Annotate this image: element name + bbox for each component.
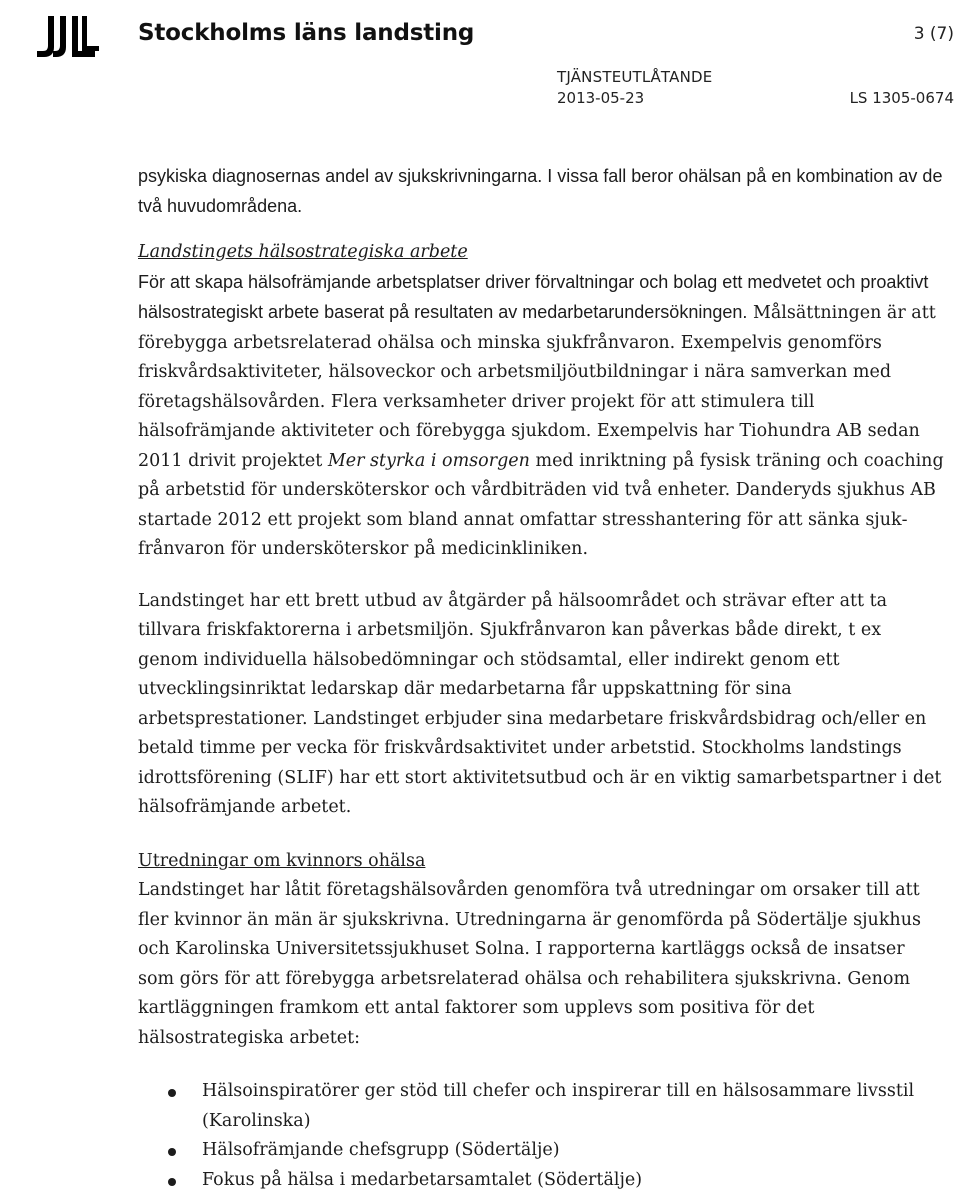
section-heading-health-strategy: Landstingets hälsostrategiska arbete xyxy=(138,238,946,268)
paragraph-intro: psykiska diagnosernas andel av sjukskrivningarna. I vissa fall beror ohälsan på en kombination av de två huvudområdena. xyxy=(138,162,946,221)
list-item xyxy=(138,1136,946,1166)
document-body xyxy=(138,162,946,1195)
document-header xyxy=(0,0,960,120)
bullet-icon xyxy=(168,1148,176,1156)
list-item-text: Hälsoinspiratörer ger stöd till chefer och inspirerar till en hälsosammare livsstil (Karolinska) xyxy=(202,1081,914,1131)
list-item xyxy=(138,1077,946,1136)
document-type: TJÄNSTEUTLÅTANDE xyxy=(557,68,712,86)
paragraph-health-strategy-intro: För att skapa hälsofrämjande arbetsplatser driver förvaltningar och bolag ett medvetet och proaktivt hälsostrategiskt arbete baserat på resultaten av medarbetarundersökningen. xyxy=(138,272,928,323)
paragraph-measures: Landstinget har ett brett utbud av åtgärder på hälsoområdet och strävar efter att ta tillvara friskfaktorerna i arbetsmiljön. Sjukfrånvaron kan påverkas både direkt, t ex genom individuella hälsobedömningar och stödsamtal, eller indirekt genom ett utvecklingsinriktat ledarskap där medarbetarna får uppskattning för sina arbetsprestationer. Landstinget erbjuder sina medarbetare friskvårdsbidrag och/eller en betald timme per vecka för friskvårdsaktivitet under arbetstid. Stockholms landstings idrottsförening (SLIF) har ett stort aktivitetsutbud och är en viktig samarbetspartner i det hälsofrämjande arbetet. xyxy=(138,587,946,823)
list-item-text: Fokus på hälsa i medarbetarsamtalet (Södertälje) xyxy=(202,1170,642,1190)
document-reference: LS 1305-0674 xyxy=(850,89,954,107)
paragraph-health-strategy-text-1: Målsättningen är att förebygga arbetsrelaterad ohälsa och minska sjukfrånvaron. Exempelvis genomförs friskvårdsaktiviteter, hälsoveckor och arbetsmiljöutbildningar i nära samverkan med företagshälsovården. Flera verksamheter driver projekt för att stimulera till hälsofrämjande aktiviteter och förebygga sjukdom. Exempelvis har Tiohundra AB sedan 2011 drivit projektet xyxy=(138,303,936,471)
organization-name: Stockholms läns landsting xyxy=(138,20,474,46)
document-date: 2013-05-23 xyxy=(557,89,644,107)
paragraph-womens-health: Landstinget har låtit företagshälsovården genomföra två utredningar om orsaker till att fler kvinnor än män är sjukskrivna. Utredningarna är genomförda på Södertälje sjukhus och Karolinska Universitetssjukhuset Solna. I rapporterna kartläggs också de insatser som görs för att förebygga arbetsrelaterad ohälsa och rehabilitera sjukskrivna. Genom kartläggningen framkom ett antal faktorer som upplevs som positiva för det hälsostrategiska arbetet: xyxy=(138,876,946,1053)
page-number: 3 (7) xyxy=(914,24,954,44)
list-item-text: Hälsofrämjande chefsgrupp (Södertälje) xyxy=(202,1140,560,1160)
section-heading-womens-health: Utredningar om kvinnors ohälsa xyxy=(138,847,946,877)
bullet-list xyxy=(138,1077,946,1195)
project-name: Mer styrka i omsorgen xyxy=(328,451,530,471)
bullet-icon xyxy=(168,1089,176,1097)
paragraph-health-strategy-text-2: med inriktning på fysisk träning och coaching på arbetstid för undersköterskor och vårdbiträden vid två enheter. Danderyds sjukhus AB startade 2012 ett projekt som bland annat omfattar stresshantering för att sänka sjukfrånvaron för undersköterskor på medicinkliniken. xyxy=(138,451,944,560)
paragraph-health-strategy xyxy=(138,268,946,565)
sll-logo-icon xyxy=(34,13,130,59)
list-item xyxy=(138,1166,946,1195)
